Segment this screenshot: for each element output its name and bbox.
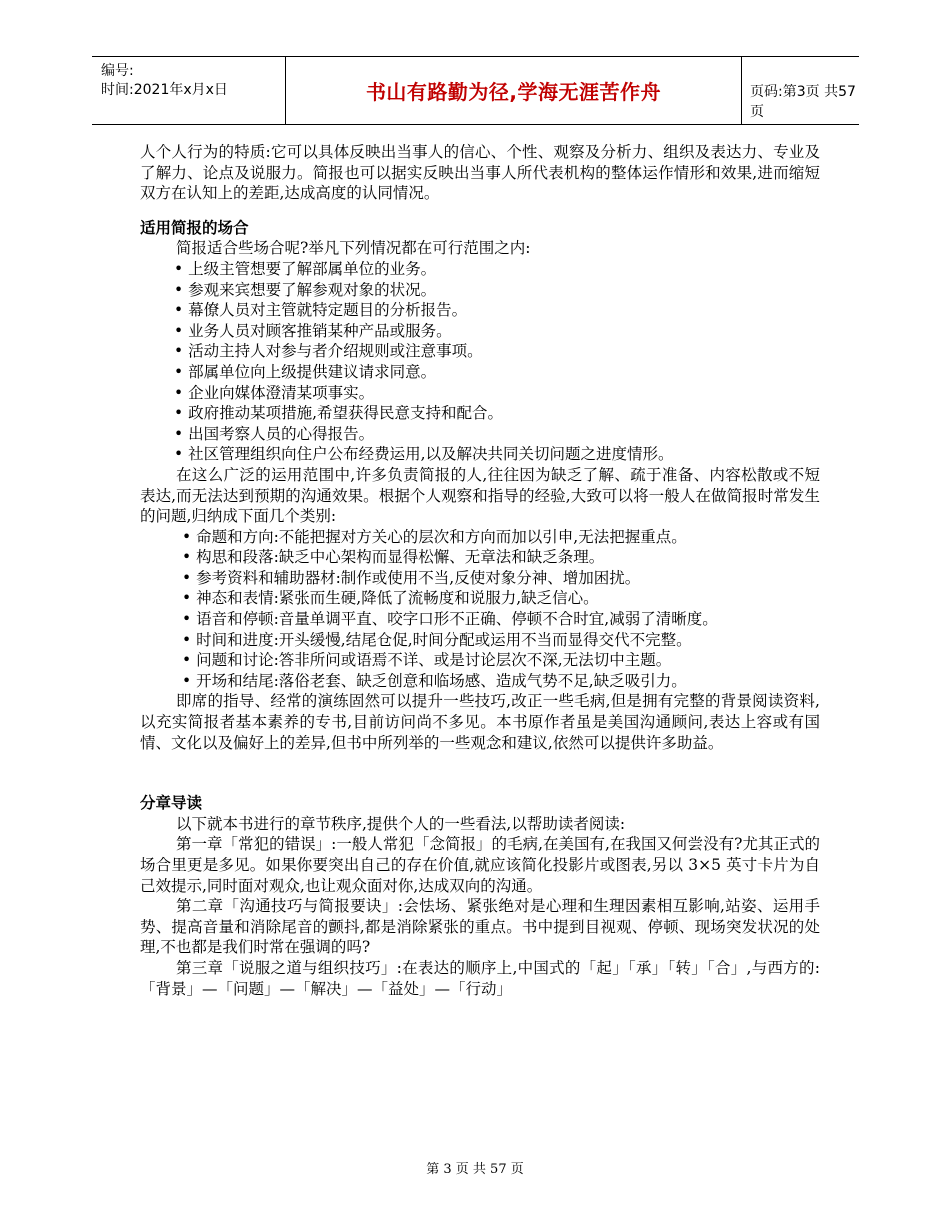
list-item: • 语音和停顿:音量单调平直、咬字口形不正确、停顿不合时宜,减弱了清晰度。 [182, 610, 718, 629]
list-item: • 问题和讨论:答非所问或语焉不详、或是讨论层次不深,无法切中主题。 [182, 651, 672, 670]
chapter-3-paragraph: 第三章「说服之道与组织技巧」:在表达的顺序上,中国式的「起」「承」「转」「合」,与西方的:「背景」—「问题」—「解决」—「益处」—「行动」 [140, 958, 820, 998]
list-item: • 企业向媒体澄清某项事实。 [174, 383, 375, 402]
document-time-label: 时间:2021年x月x日 [101, 82, 228, 98]
occasion-list [140, 259, 820, 465]
header-page-cell [741, 57, 859, 124]
header-meta-cell [92, 57, 285, 124]
list-item: • 社区管理组织向住户公布经费运用,以及解决共同关切问题之进度情形。 [174, 445, 674, 464]
list-item: • 政府推动某项措施,希望获得民意支持和配合。 [174, 404, 503, 423]
intro-paragraph: 人个人行为的特质:它可以具体反映出当事人的信心、个性、观察及分析力、组织及表达力、专业及了解力、论点及说服力。简报也可以据实反映出当事人所代表机构的整体运作情形和效果,进而缩短双方在认知上的差距,达成高度的认同情况。 [140, 143, 820, 203]
list-item: • 构思和段落:缺乏中心架构而显得松懈、无章法和缺乏条理。 [182, 548, 605, 567]
section-title-occasions: 适用简报的场合 [140, 218, 249, 237]
list-item: • 业务人员对顾客推销某种产品或服务。 [174, 321, 452, 340]
problem-list [140, 527, 820, 692]
section-lead-paragraph: 简报适合些场合呢?举凡下列情况都在可行范围之内: [176, 239, 531, 258]
list-item: • 神态和表情:紧张而生硬,降低了流畅度和说服力,缺乏信心。 [182, 589, 599, 608]
list-item: • 部属单位向上级提供建议请求同意。 [174, 362, 437, 381]
body-paragraph: 在这么广泛的运用范围中,许多负责简报的人,往往因为缺乏了解、疏于准备、内容松散或不短表达,而无法达到预期的沟通效果。根据个人观察和指导的经验,大致可以将一般人在做简报时常发生的问题,归纳成下面几个类别: [140, 465, 820, 526]
page-header-table [92, 56, 859, 125]
list-item: • 幕僚人员对主管就特定题目的分析报告。 [174, 301, 468, 320]
document-body [140, 142, 820, 999]
list-item: • 开场和结尾:落俗老套、缺乏创意和临场感、造成气势不足,缺乏吸引力。 [182, 671, 687, 690]
chapter-1-paragraph: 第一章「常犯的错误」:一般人常犯「念简报」的毛病,在美国有,在我国又何尝没有?尤其正式的场合里更是多见。如果你要突出自己的存在价值,就应该简化投影片或图表,另以 3×5 英寸卡片为自己效提示,同时面对观众,也让观众面对你,达成双向的沟通。 [140, 835, 820, 895]
header-page-info: 页码:第3页 共57页 [750, 84, 856, 120]
body-paragraph: 即席的指导、经常的演练固然可以提升一些技巧,改正一些毛病,但是拥有完整的背景阅读资料,以充实简报者基本素养的专书,目前访问尚不多见。本书原作者虽是美国沟通顾问,表达上容或有国情、文化以及偏好上的差异,但书中所列举的一些观念和建议,依然可以提供许多助益。 [140, 692, 820, 752]
header-motto-cell [285, 57, 742, 124]
section-lead-paragraph: 以下就本书进行的章节秩序,提供个人的一些看法,以帮助读者阅读: [176, 814, 626, 833]
list-item: • 活动主持人对参与者介绍规则或注意事项。 [174, 342, 483, 361]
header-motto: 书山有路勤为径,学海无涯苦作舟 [365, 80, 662, 104]
list-item: • 命题和方向:不能把握对方关心的层次和方向而加以引申,无法把握重点。 [182, 527, 687, 546]
list-item: • 参考资料和辅助器材:制作或使用不当,反使对象分神、增加困扰。 [182, 568, 641, 587]
list-item: • 上级主管想要了解部属单位的业务。 [174, 259, 437, 278]
chapter-2-paragraph: 第二章「沟通技巧与简报要诀」:会怯场、紧张绝对是心理和生理因素相互影响,站姿、运用手势、提高音量和消除尾音的颤抖,都是消除紧张的重点。书中提到目视观、停顿、现场突发状况的处理,不也都是我们时常在强调的吗? [140, 897, 820, 957]
list-item: • 出国考察人员的心得报告。 [174, 424, 375, 443]
list-item: • 参观来宾想要了解参观对象的状况。 [174, 280, 437, 299]
page-footer: 第 3 页 共 57 页 [426, 1162, 524, 1177]
section-title-chapter-guide: 分章导读 [140, 794, 203, 813]
document-number-label: 编号: [101, 63, 134, 79]
list-item: • 时间和进度:开头缓慢,结尾仓促,时间分配或运用不当而显得交代不完整。 [182, 630, 692, 649]
